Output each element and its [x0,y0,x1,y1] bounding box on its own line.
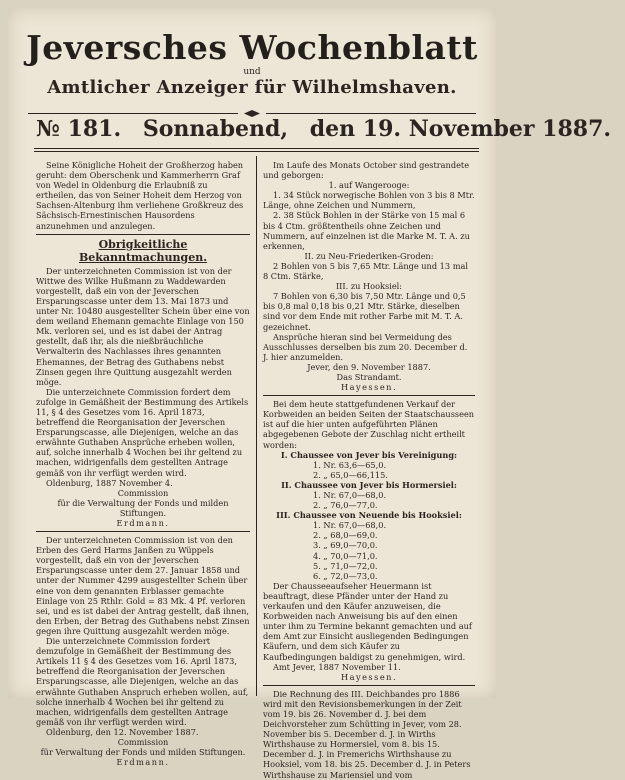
willow-instructions: Der Chausseeaufseher Heuermann ist beauftragt, diese Pfänder unter der Hand zu verkaufen und den Käufer anzuweisen, die Korbweiden nach Anweisung bis auf den einen unter ihm zu Termine bekannt gemachten und auf dem Amt zur Einsicht ausliegenden Bedingungen Käufern, und dem sich Käufer zu Kaufbedingungen baldigst zu genehmigen, wird. [263,580,472,662]
dike-account-notice: Die Rechnung des III. Deichbandes pro 1886 wird mit den Revisionsbemerkungen in der Zeit vom 19. bis 26. November d. J. bei dem Deichvorsteher zum Schütting in Jever, vom 28. November bis 5. December d. J. in Wirths Wirthshause zu Hormersiel, vom 8. bis 15. December d. J. in Fremerichs Wirthshause zu Hooksiel, vom 18. bis 25. December d. J. in Peters Wirthshause zu Mariensiel und vom [263,688,471,780]
strand-item-1: 1. 34 Stück norwegische Bohlen von 3 bis 8 Mtr. Länge, ohne Zeichen und Nummern, [263,190,475,211]
strand-item-4: 7 Bohlen von 6,30 bis 7,50 Mtr. Länge und 0,5 bis 0,8 mal 0,18 bis 0,21 Mtr. Stärke, dieselben sind vor dem Ende mit rother Farbe mit M. T. A. gezeichnet. [263,291,466,332]
willow-row: 2. „ 68,0—69,0. [313,530,378,541]
notice-2-para-1: Der unterzeichneten Commission ist von den Erben des Gerd Harms Janßen zu Wüppels vorgestellt, daß ein von der Jeverschen Ersparungscasse unter dem 27. Januar 1858 und unter der Nummer 4299 ausgestellter Schein über eine von dem genannten Erblasser gemachte Einlage von 25 Rthlr. Gold = 83 Mk. 4 Pf. verloren sei, und es ist dabei der Antrag gestellt, daß ihnen, den Erben, der Betrag des Guthabens nebst Zinsen gegen ihre Quittung ausgezahlt werden möge. [36,535,250,636]
strand-place: Jever, den 9. November 1887. [307,361,431,372]
newspaper-page [8,8,612,780]
willow-row: 1. Nr. 67,0—68,0. [313,520,387,531]
strand-name: Hayessen. [340,382,398,393]
section-heading: Obrigkeitliche Bekanntmachungen. [78,237,208,264]
willow-row: 3. „ 69,0—70,0. [313,540,378,551]
strand-office: Das Strandamt. [336,371,402,382]
issue-weekday: Sonnabend, [142,116,289,142]
strand-loc-3: III. zu Hooksiel: [335,281,403,292]
top-rule-1 [34,148,479,149]
top-rule-2 [34,151,479,152]
willow-row: 1. Nr. 67,0—68,0. [313,490,387,500]
notice-2-sig-a: Commission [117,736,169,747]
notice-1-para-1: Der unterzeichneten Commission ist von der Wittwe des Wilke Hußmann zu Waddewarden vorgestellt, daß ein von der Jeverschen Ersparungscasse unter dem 13. Mai 1873 und unter Nr. 10480 ausgestellter Schein über eine von dem weiland Ehemann gemachte Einlage von 150 Mk. verloren sei, und es ist dabei der Antrag gestellt, daß ihr, als die nießbräuchliche Verwalterin des Nachlasses ihres genannten Ehemannes, der Betrag des Guthabens nebst Zinsen gegen ihre Quittung ausgezahlt werden möge. [36,265,250,387]
willow-place: Amt Jever, 1887 November 11. [273,661,401,672]
willow-section-2: II. Chaussee von Jever bis Hormersiel: [281,479,457,490]
willow-intro: Bei dem heute stattgefundenen Verkauf der Korbweiden an beiden Seiten der Staatschausseen ist auf die hier unten aufgeführten Plänen abgegebenen Gebote der Zuschlag nicht ertheilt worden: [263,399,475,450]
willow-row: 4. „ 70,0—71,0. [313,550,378,561]
left-column [36,160,250,767]
notice-2-name: Erdmann. [116,757,170,768]
masthead-und: und [243,67,261,77]
strand-loc-2: II. zu Neu-Friederiken-Groden: [304,250,434,261]
willow-section-3: III. Chaussee von Neuende bis Hooksiel: [276,510,462,521]
court-notice: Seine Königliche Hoheit der Großherzog haben geruht: dem Oberschenk und Kammerherrn Graf von Wedel in Oldenburg die Erlaubniß zu ertheilen, das von Seiner Hoheit dem Herzog von Sachsen-Altenburg ihm verliehene Großkreuz des Sächsisch-Ernestinischen Hausordens anzunehmen und anzulegen. [36,160,244,231]
willow-row: 1. Nr. 63,6—65,0. [313,459,387,470]
willow-row: 5. „ 71,0—72,0. [313,560,378,571]
issue-number: № 181. [36,116,122,142]
strand-item-2: 2. 38 Stück Bohlen in der Stärke von 15 mal 6 bis 4 Ctm. größtentheils ohne Zeichen und Nummern, auf einzelnen ist die Marke M. T. A. zu erkennen, [263,210,470,251]
willow-row: 2. „ 76,0—77,0. [313,500,378,511]
strand-item-3: 2 Bohlen von 5 bis 7,65 Mtr. Länge und 13 mal 8 Ctm. Stärke, [263,260,468,282]
strand-loc-1: 1. auf Wangerooge: [328,180,410,191]
newspaper-title: Jeversches Wochenblatt [26,28,478,67]
notice-1-sig-b: für die Verwaltung der Fonds und milden Stiftungen. [57,497,229,518]
willow-row: 2. „ 65,0—66,115. [313,469,388,480]
notice-1-place: Oldenburg, 1887 November 4. [46,477,173,488]
masthead [8,30,496,99]
notice-2-sig-b: für Verwaltung der Fonds und milden Stiftungen. [40,747,246,758]
notice-1-para-2: Die unterzeichnete Commission fordert dem zufolge in Gemäßheit der Bestimmung des Artikels 11, § 4 des Gesetzes vom 16. April 1873, betreffend die Reorganisation der Jeverschen Ersparungscasse, alle Diejenigen, welche an das erwähnte Guthaben Ansprüche erheben wollen, auf, solche innerhalb 4 Wochen bei ihr geltend zu machen, widrigenfalls dem gestellten Antrage gemäß von ihr verfügt werden wird. [36,386,249,478]
willow-row: 6. „ 72,0—73,0. [313,570,378,581]
willow-name: Hayessen. [340,671,398,682]
right-column [263,160,475,780]
notice-2-para-2: Die unterzeichnete Commission fordert demzufolge in Gemäßheit der Bestimmung des Artikels 11 § 4 des Gesetzes vom 16. April 1873, betreffend die Reorganisation der Jeverschen Ersparungscasse, alle Diejenigen, welche an das erwähnte Guthaben Anspruch erheben wollen, auf, solche innerhalb 4 Wochen bei ihr geltend zu machen, widrigenfalls dem gestellten Antrage gemäß von ihr verfügt werden wird. [36,636,249,727]
issue-dateline [36,116,612,142]
notice-1-sig-a: Commission [117,487,169,498]
strand-claims: Ansprüche hieran sind bei Vermeidung des Ausschlusses derselben bis zum 20. December d. J. hier anzumelden. [263,331,468,362]
issue-date: den 19. November 1887. [309,116,612,142]
column-separator [256,156,257,696]
willow-section-1: I. Chaussee von Jever bis Vereinigung: [280,449,458,460]
strand-intro: Im Laufe des Monats October sind gestrandete und geborgen: [263,160,470,181]
notice-2-place: Oldenburg, den 12. November 1887. [46,726,199,737]
notice-1-name: Erdmann. [116,518,170,528]
newspaper-subtitle: Amtlicher Anzeiger für Wilhelmshaven. [47,77,457,98]
